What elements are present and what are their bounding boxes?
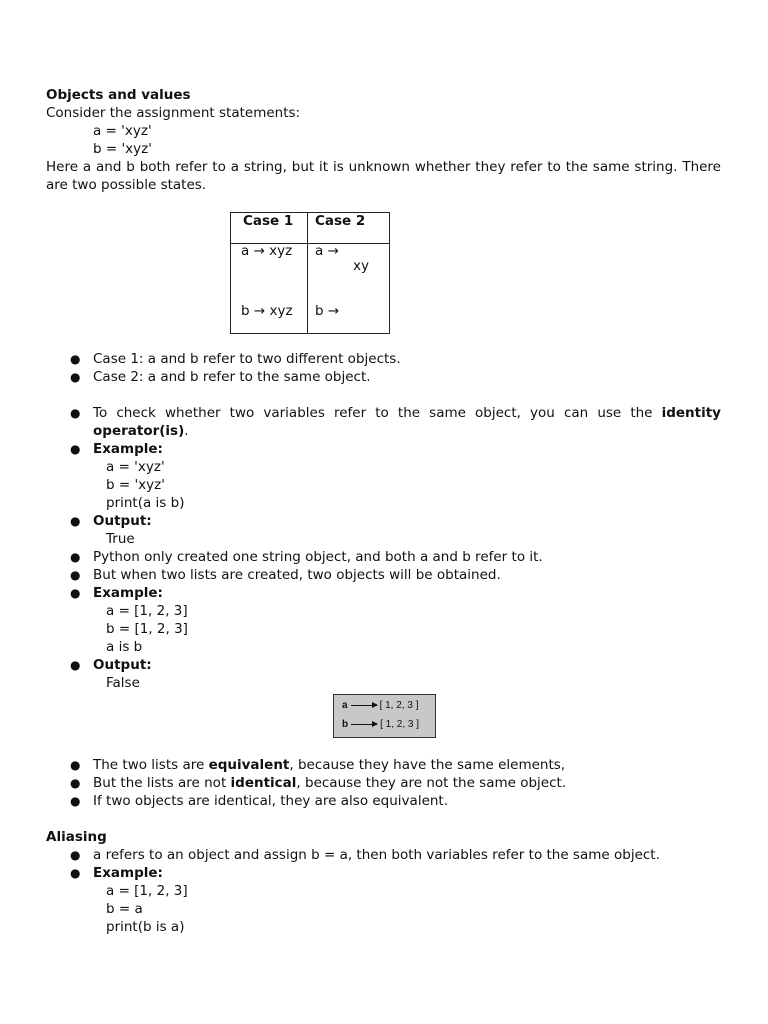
code-line: a = [1, 2, 3] — [106, 603, 188, 619]
code-line: b = 'xyz' — [93, 141, 152, 157]
code-line: print(b is a) — [106, 919, 185, 935]
case1-a: a → xyz — [241, 243, 293, 259]
list-item: ● Example: a = [1, 2, 3] b = a print(b is a) — [46, 864, 721, 936]
list-item: ● But the lists are not identical, because they are not the same object. — [70, 775, 567, 791]
section-heading: Objects and values — [46, 87, 191, 103]
output-line: True — [106, 531, 135, 547]
list-item: ● Case 2: a and b refer to the same object. — [70, 369, 371, 385]
list-item: ● a refers to an object and assign b = a, then both variables refer to the same object. — [70, 847, 660, 863]
output-line: False — [106, 675, 140, 691]
code-line: a = 'xyz' — [93, 123, 152, 139]
list-item: ● Output: True — [46, 512, 721, 548]
equivalence-bullets — [46, 756, 721, 810]
case1-b: b → xyz — [241, 303, 293, 319]
case-bullets — [46, 350, 721, 386]
paragraph: Here a and b both refer to a string, but it is unknown whether they refer to the same string. There are two possible states. — [46, 159, 721, 193]
table-header: Case 1 — [231, 213, 308, 244]
case1-cell — [231, 244, 308, 334]
list-item: ● The two lists are equivalent, because they have the same elements, — [70, 757, 566, 773]
arrow-icon — [351, 724, 377, 725]
case-table — [230, 212, 390, 334]
table-header: Case 2 — [308, 213, 390, 244]
code-line: b = a — [106, 901, 143, 917]
list-reference-diagram — [333, 694, 436, 738]
list-item: ● Example: a = 'xyz' b = 'xyz' print(a is b) — [46, 440, 721, 512]
code-line: b = [1, 2, 3] — [106, 621, 188, 637]
code-line: b = 'xyz' — [106, 477, 165, 493]
list-item: ● But when two lists are created, two objects will be obtained. — [70, 567, 501, 583]
list-item: ● Output: False — [46, 656, 721, 692]
objects-and-values-section — [46, 86, 721, 194]
identity-bullets — [46, 404, 721, 692]
intro-text: Consider the assignment statements: — [46, 105, 301, 121]
code-line: a = 'xyz' — [106, 459, 165, 475]
diagram-row-b: b [ 1, 2, 3 ] — [342, 719, 420, 730]
list-item: ● If two objects are identical, they are also equivalent. — [70, 793, 449, 809]
aliasing-bullets — [46, 846, 721, 936]
code-line: print(a is b) — [106, 495, 185, 511]
aliasing-heading: Aliasing — [46, 829, 107, 845]
list-item: ● To check whether two variables refer to the same object, you can use the identity operator(is). — [70, 405, 721, 439]
list-item: ● Case 1: a and b refer to two different objects. — [70, 351, 401, 367]
case2-b: b → — [315, 303, 340, 319]
case2-cell — [308, 244, 390, 334]
case2-value: xy — [353, 258, 369, 274]
code-line: a is b — [106, 639, 143, 655]
list-item: ● Python only created one string object, and both a and b refer to it. — [70, 549, 543, 565]
case2-a: a → — [315, 243, 339, 259]
arrow-icon — [351, 705, 377, 706]
diagram-row-a: a [ 1, 2, 3 ] — [342, 700, 419, 711]
list-item: ● Example: a = [1, 2, 3] b = [1, 2, 3] a is b — [46, 584, 721, 656]
code-line: a = [1, 2, 3] — [106, 883, 188, 899]
